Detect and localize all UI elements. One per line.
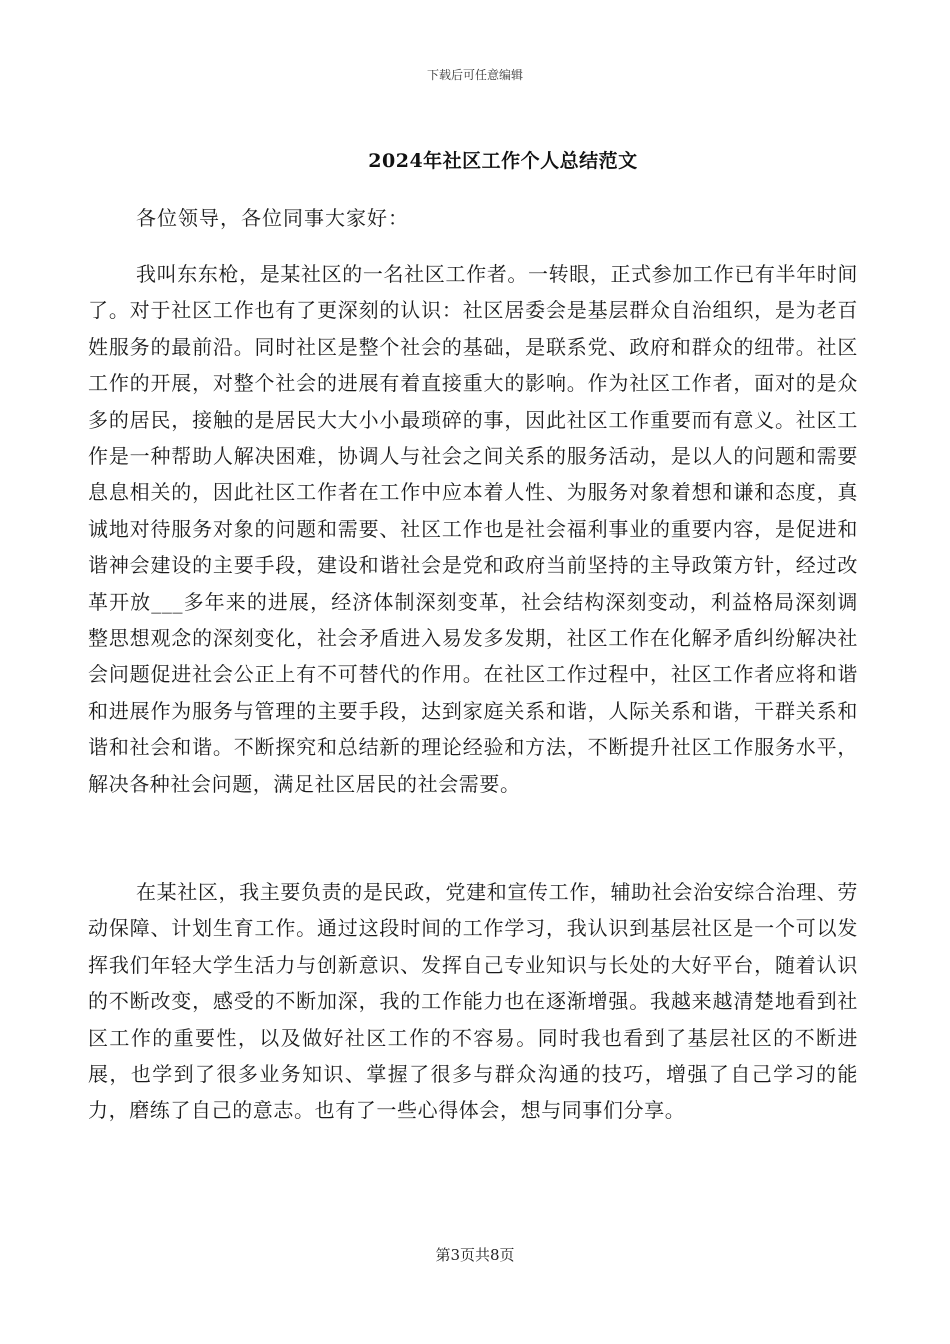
document-title: 2024年社区工作个人总结范文 [368,150,638,172]
header-note: 下载后可任意编辑 [426,68,523,82]
body-paragraph-1: 我叫东东枪，是某社区的一名社区工作者。一转眼，正式参加工作已有半年时间了。对于社区工作也有了更深刻的认识：社区居委会是基层群众自治组织，是为老百姓服务的最前沿。同时社区是整个社会的基础，是联系党、政府和群众的纽带。社区工作的开展，对整个社会的进展有着直接重大的影响。作为社区工作者，面对的是众多的居民，接触的是居民大大小小最琐碎的事，因此社区工作重要而有意义。社区工作是一种帮助人解决困难，协调人与社会之间关系的服务活动，是以人的问题和需要息息相关的，因此社区工作者在工作中应本着人性、为服务对象着想和谦和态度，真诚地对待服务对象的问题和需要、社区工作也是社会福利事业的重要内容，是促进和谐神会建设的主要手段，建设和谐社会是党和政府当前坚持的主导政策方针，经过改革开放___多年来的进展，经济体制深刻变革，社会结构深刻变动，利益格局深刻调整思想观念的深刻变化，社会矛盾进入易发多发期，社区工作在化解矛盾纠纷解决社会问题促进社会公正上有不可替代的作用。在社区工作过程中，社区工作者应将和谐和进展作为服务与管理的主要手段，达到家庭关系和谐，人际关系和谐，干群关系和谐和社会和谐。不断探究和总结新的理论经验和方法，不断提升社区工作服务水平，解决各种社会问题，满足社区居民的社会需要。 [88,262,858,796]
greeting-line: 各位领导，各位同事大家好： [136,206,409,230]
page-number: 第3页共8页 [435,1246,515,1264]
body-paragraph-2: 在某社区，我主要负责的是民政，党建和宣传工作，辅助社会治安综合治理、劳动保障、计划生育工作。通过这段时间的工作学习，我认识到基层社区是一个可以发挥我们年轻大学生活力与创新意识、发挥自己专业知识与长处的大好平台，随着认识的不断改变，感受的不断加深，我的工作能力也在逐渐增强。我越来越清楚地看到社区工作的重要性，以及做好社区工作的不容易。同时我也看到了基层社区的不断进展，也学到了很多业务知识、掌握了很多与群众沟通的技巧，增强了自己学习的能力，磨练了自己的意志。也有了一些心得体会，想与同事们分享。 [88,880,858,1123]
